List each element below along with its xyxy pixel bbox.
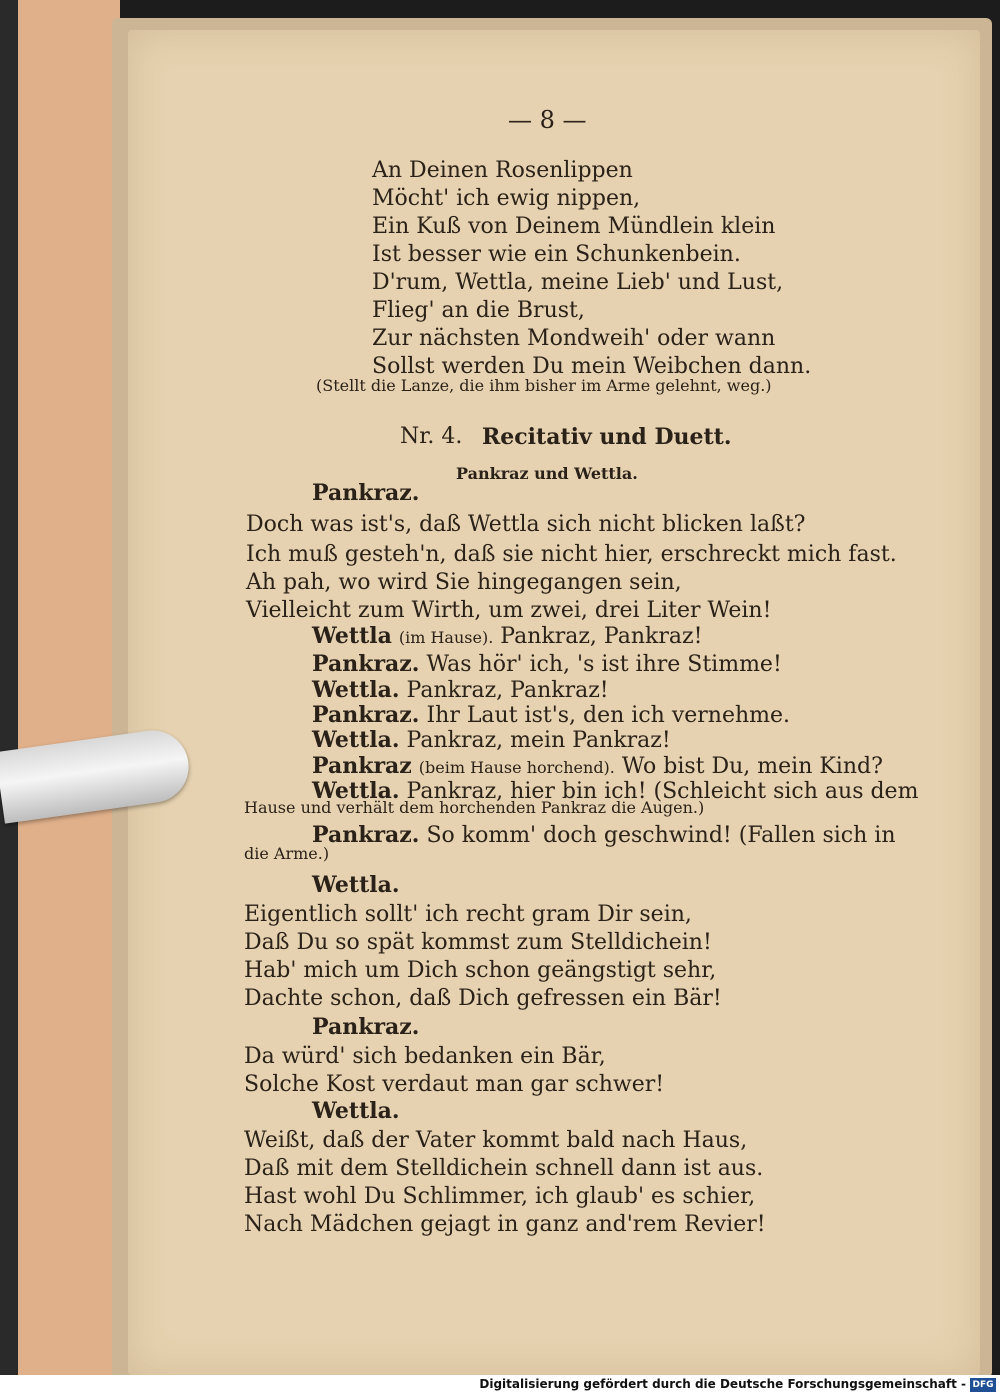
speaker-label: Pankraz. [312,822,420,848]
dialogue-line [312,704,790,727]
verse-line: Ich muß gesteh'n, daß sie nicht hier, erschreckt mich fast. [246,542,897,567]
scanner-border [0,0,18,1375]
poem-line: Zur nächsten Mondweih' oder wann [372,326,776,351]
verse-line: Ah pah, wo wird Sie hingegangen sein, [246,570,682,595]
poem-line: An Deinen Rosenlippen [372,158,633,183]
dialogue-text: Ihr Laut ist's, den ich vernehme. [426,703,791,728]
speaker-label: Wettla. [312,727,400,753]
dialogue-text: Pankraz, hier bin ich! (Schleicht sich aus dem [406,779,919,804]
dialogue-line [312,729,671,752]
verse-line: Hast wohl Du Schlimmer, ich glaub' es schier, [244,1184,756,1209]
stage-direction: (beim Hause horchend). [418,758,615,777]
section-number: Nr. 4. [400,424,463,449]
speaker-label: Wettla. [312,778,400,804]
speaker-label: Pankraz. [312,480,420,506]
speaker-label: Wettla. [312,1098,400,1124]
verse-line: Hab' mich um Dich schon geängstigt sehr, [244,958,717,983]
stage-direction: (im Hause). [398,628,494,647]
dialogue-text: Pankraz, mein Pankraz! [406,728,671,753]
verse-line: Da würd' sich bedanken ein Bär, [244,1044,606,1069]
poem-line: Ein Kuß von Deinem Mündlein klein [372,214,776,239]
speaker-label: Pankraz. [312,651,420,677]
poem-line: Sollst werden Du mein Weibchen dann. [372,354,812,379]
verse-line: Weißt, daß der Vater kommt bald nach Haus, [244,1128,748,1153]
verse-line: Eigentlich sollt' ich recht gram Dir sein, [244,902,692,927]
verse-line: Solche Kost verdaut man gar schwer! [244,1072,665,1097]
stage-direction: die Arme.) [244,844,330,863]
poem-line: Flieg' an die Brust, [372,298,585,323]
digitization-footer [0,1375,1000,1395]
dialogue-text: Pankraz, Pankraz! [500,624,703,649]
book-cover-edge [0,0,120,1375]
funding-notice: Digitalisierung gefördert durch die Deutsche Forschungsgemeinschaft - [479,1377,966,1391]
dialogue-line [312,755,883,778]
verse-line: Dachte schon, daß Dich gefressen ein Bär! [244,986,722,1011]
poem-line: Ist besser wie ein Schunkenbein. [372,242,741,267]
speaker-label: Pankraz [312,753,412,779]
section-title: Recitativ und Duett. [482,424,732,450]
dialogue-text: Was hör' ich, 's ist ihre Stimme! [426,652,782,677]
dialogue-line [312,679,609,702]
speaker-label: Wettla. [312,872,400,898]
verse-line: Daß mit dem Stelldichein schnell dann ist aus. [244,1156,764,1181]
verse-line: Vielleicht zum Wirth, um zwei, drei Liter Wein! [246,598,772,623]
stage-direction: (Stellt die Lanze, die ihm bisher im Arme gelehnt, weg.) [316,376,772,395]
verse-line: Nach Mädchen gejagt in ganz and'rem Revier! [244,1212,766,1237]
speaker-label: Pankraz. [312,702,420,728]
poem-line: Möcht' ich ewig nippen, [372,186,641,211]
dfg-logo: DFG [970,1378,996,1392]
dialogue-text: Wo bist Du, mein Kind? [621,754,883,779]
speaker-label: Wettla. [312,677,400,703]
dialogue-line [312,625,702,648]
speaker-label: Pankraz. [312,1014,420,1040]
poem-line: D'rum, Wettla, meine Lieb' und Lust, [372,270,784,295]
speaker-label: Wettla [312,623,392,649]
dialogue-line [312,824,896,847]
dialogue-line [312,653,782,676]
dialogue-text: So komm' doch geschwind! (Fallen sich in [426,823,896,848]
page-number: — 8 — [508,106,587,134]
stage-direction: Hause und verhält dem horchenden Pankraz die Augen.) [244,798,705,817]
verse-line: Doch was ist's, daß Wettla sich nicht blicken laßt? [246,512,806,537]
verse-line: Daß Du so spät kommst zum Stelldichein! [244,930,712,955]
dialogue-text: Pankraz, Pankraz! [406,678,609,703]
characters-heading: Pankraz und Wettla. [456,464,638,483]
